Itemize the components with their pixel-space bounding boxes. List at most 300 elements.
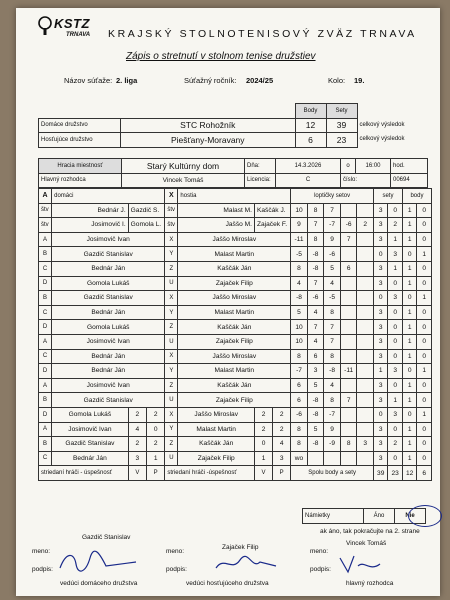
set-score [340, 305, 357, 320]
result-cell: 1 [402, 334, 416, 349]
venue-label: Hracia miestnosť [39, 159, 122, 174]
set-score: 9 [324, 422, 341, 437]
result-cell: 0 [388, 334, 402, 349]
home-player: Bednár Ján [52, 364, 165, 379]
away-lost: 4 [273, 437, 291, 452]
result-cell: 1 [402, 320, 416, 335]
col-a: A [39, 189, 52, 204]
away-letter: U [165, 451, 178, 466]
result-cell: 3 [373, 276, 387, 291]
set-score: 8 [307, 232, 324, 247]
away-lost: 2 [273, 422, 291, 437]
result-cell: 0 [388, 203, 402, 218]
set-score: -6 [324, 247, 341, 262]
home-player: Josimovič Ivan [52, 378, 165, 393]
home-player-2: Gomola L. [128, 218, 165, 233]
home-player: Bednár Ján [52, 261, 165, 276]
set-score: 8 [291, 422, 308, 437]
result-cell: 3 [388, 407, 402, 422]
set-score [357, 320, 374, 335]
set-score [340, 291, 357, 306]
set-score: 4 [291, 276, 308, 291]
nie-circle-mark [408, 505, 442, 527]
kstz-logo [36, 12, 106, 44]
away-player: Malast Martin [178, 305, 291, 320]
set-score: wo [291, 451, 308, 466]
referee-role: hlavný rozhodca [346, 580, 394, 587]
set-score: -6 [340, 218, 357, 233]
p-left: P [146, 466, 164, 481]
result-cell: 0 [388, 349, 402, 364]
home-letter: B [39, 393, 52, 408]
venue: Starý Kultúrny dom [122, 159, 245, 174]
set-score: 7 [307, 276, 324, 291]
round-value: 19. [354, 76, 365, 85]
result-cell: 0 [417, 218, 432, 233]
result-cell: 1 [402, 276, 416, 291]
away-player: Jaššo Miroslav [178, 407, 255, 422]
set-score [324, 451, 341, 466]
set-score: 6 [291, 393, 308, 408]
singles-row [39, 364, 432, 379]
away-letter: Y [165, 247, 178, 262]
result-cell: 3 [373, 203, 387, 218]
away-player: Kaščák Ján [178, 261, 291, 276]
hod-label: hod. [391, 159, 428, 174]
season-value: 2024/25 [246, 76, 274, 85]
cislo-label: číslo: [341, 173, 391, 188]
away-player: Zajaček Filip [178, 276, 291, 291]
home-won: 3 [128, 451, 146, 466]
o-label: o [341, 159, 356, 174]
set-score [357, 203, 374, 218]
result-cell: 1 [402, 422, 416, 437]
set-score: 7 [307, 320, 324, 335]
set-score: 3 [357, 437, 374, 452]
away-won: 1 [254, 451, 272, 466]
set-score: 8 [324, 349, 341, 364]
away-player: Malast Martin [178, 422, 255, 437]
result-cell: 1 [388, 393, 402, 408]
striedani-right: striedaní hráči -úspešnosť [165, 466, 255, 481]
set-score: 5 [307, 422, 324, 437]
home-letter: A [39, 378, 52, 393]
result-cell: 0 [417, 378, 432, 393]
result-cell: 1 [402, 393, 416, 408]
away-player: Malast Martin [178, 364, 291, 379]
set-score [357, 276, 374, 291]
col-hostia: hostia [178, 189, 291, 204]
away-player-1: Malast M. [178, 203, 255, 218]
logo-sub: TRNAVA [66, 32, 91, 38]
col-x: X [165, 189, 178, 204]
away-letter: X [165, 291, 178, 306]
col-sets: loptičky setov [291, 189, 374, 204]
side-label: štv [39, 203, 52, 218]
league-value: 2. liga [116, 76, 138, 85]
result-cell: 0 [402, 407, 416, 422]
summary-row [39, 437, 432, 452]
away-player: Jaššo Miroslav [178, 291, 291, 306]
set-score: 10 [291, 320, 308, 335]
result-cell: 1 [373, 364, 387, 379]
referee-signature [336, 552, 386, 576]
singles-row [39, 305, 432, 320]
home-letter: D [39, 320, 52, 335]
home-lost: 1 [146, 451, 164, 466]
away-player-1: Jaššo M. [178, 218, 255, 233]
away-player: Malast Martin [178, 247, 291, 262]
set-score: 7 [324, 334, 341, 349]
home-won: 4 [128, 422, 146, 437]
page-subtitle: Zápis o stretnutí v stolnom tenise družstiev [126, 51, 316, 62]
result-cell: 0 [417, 393, 432, 408]
home-team-label: Domáce družstvo [39, 118, 121, 133]
total-sets-home: 39 [373, 466, 387, 481]
away-letter: Y [165, 364, 178, 379]
set-score: 7 [307, 218, 324, 233]
away-won: 0 [254, 437, 272, 452]
set-score: 5 [291, 305, 308, 320]
away-player-2: Kaščák J. [254, 203, 290, 218]
away-letter: Z [165, 320, 178, 335]
set-score [307, 451, 324, 466]
season-label: Súťažný ročník: [184, 76, 237, 85]
away-player: Zajaček Filip [178, 334, 291, 349]
set-score: 8 [307, 203, 324, 218]
result-cell: 1 [402, 437, 416, 452]
set-score: -6 [291, 407, 308, 422]
set-score: 7 [340, 232, 357, 247]
home-player: Bednár Ján [52, 451, 129, 466]
away-captain-role: vedúci hosťujúceho družstva [186, 580, 269, 587]
meno-label-3: meno: [310, 548, 329, 555]
home-player: Gazdič Stanislav [52, 393, 165, 408]
podpis-label-2: podpis: [166, 566, 187, 573]
referee: Vincek Tomáš [122, 173, 245, 188]
league-label: Názov súťaže: [64, 76, 113, 85]
result-cell: 0 [417, 437, 432, 452]
home-letter: D [39, 407, 52, 422]
set-score: -9 [324, 437, 341, 452]
result-cell: 0 [373, 247, 387, 262]
home-letter: B [39, 247, 52, 262]
result-cell: 1 [417, 247, 432, 262]
singles-row [39, 291, 432, 306]
set-score: 8 [291, 437, 308, 452]
home-player: Gomola Lukáš [52, 407, 129, 422]
result-cell: 3 [373, 305, 387, 320]
set-score: -5 [291, 247, 308, 262]
set-score: 5 [307, 378, 324, 393]
away-team: Piešťany-Moravany [121, 133, 296, 148]
set-score: 8 [324, 393, 341, 408]
home-player-1: Bednár J. [52, 203, 129, 218]
set-score [340, 407, 357, 422]
home-lost: 2 [146, 407, 164, 422]
singles-row [39, 247, 432, 262]
set-score: -5 [324, 291, 341, 306]
result-cell: 3 [373, 232, 387, 247]
logo-text: KSTZ [54, 16, 90, 31]
home-player-1: Josimovič I. [52, 218, 129, 233]
set-score: 9 [324, 232, 341, 247]
meno-label-1: meno: [32, 548, 51, 555]
away-letter: U [165, 334, 178, 349]
venue-table [38, 158, 428, 188]
set-score [357, 422, 374, 437]
home-player: Bednár Ján [52, 305, 165, 320]
home-letter: A [39, 232, 52, 247]
set-score [340, 378, 357, 393]
set-score: 2 [357, 218, 374, 233]
set-score [357, 305, 374, 320]
home-letter: C [39, 349, 52, 364]
singles-row [39, 261, 432, 276]
result-cell: 3 [373, 393, 387, 408]
home-letter: C [39, 261, 52, 276]
set-score: 8 [324, 305, 341, 320]
home-letter: C [39, 451, 52, 466]
result-cell: 3 [373, 261, 387, 276]
home-lost: 2 [146, 437, 164, 452]
set-score: 8 [291, 349, 308, 364]
result-cell: 3 [373, 378, 387, 393]
summary-row [39, 407, 432, 422]
result-cell: 0 [417, 422, 432, 437]
set-score: 10 [291, 203, 308, 218]
page-title: KRAJSKÝ STOLNOTENISOVÝ ZVÄZ TRNAVA [108, 28, 417, 40]
home-sets: 39 [326, 118, 357, 133]
home-lost: 0 [146, 422, 164, 437]
set-score: 8 [291, 261, 308, 276]
set-score: -8 [324, 364, 341, 379]
result-cell: 1 [402, 232, 416, 247]
result-label: celkový výsledok [359, 121, 405, 128]
set-score: 4 [324, 378, 341, 393]
result-cell: 0 [417, 349, 432, 364]
set-score [340, 334, 357, 349]
doubles-row [39, 218, 432, 233]
home-captain-name: Gazdič Stanislav [82, 534, 131, 541]
set-score: -8 [291, 291, 308, 306]
away-signature [212, 550, 282, 576]
home-player: Bednár Ján [52, 349, 165, 364]
objections-no[interactable]: Nie [395, 509, 426, 524]
result-cell: 0 [373, 407, 387, 422]
set-score: -8 [307, 437, 324, 452]
v-left: V [128, 466, 146, 481]
result-cell: 1 [402, 261, 416, 276]
home-player: Josimovič Ivan [52, 334, 165, 349]
result-cell: 0 [388, 320, 402, 335]
away-lost: 3 [273, 451, 291, 466]
home-letter: D [39, 276, 52, 291]
license-label: Licencia: [245, 173, 276, 188]
set-score: 6 [307, 349, 324, 364]
singles-row [39, 276, 432, 291]
home-player: Gazdič Stanislav [52, 291, 165, 306]
set-score: 7 [324, 203, 341, 218]
set-score [340, 247, 357, 262]
away-won: 2 [254, 422, 272, 437]
home-player: Josimovič Ivan [52, 422, 129, 437]
total-points-home: 12 [402, 466, 416, 481]
result-cell: 3 [373, 437, 387, 452]
away-letter: X [165, 349, 178, 364]
set-score: -8 [307, 407, 324, 422]
result-cell: 3 [388, 247, 402, 262]
away-player: Kaščák Ján [178, 378, 291, 393]
set-score: 8 [340, 437, 357, 452]
doubles-row [39, 203, 432, 218]
home-player: Gomola Lukáš [52, 320, 165, 335]
home-letter: B [39, 291, 52, 306]
set-score [357, 334, 374, 349]
set-score: 4 [307, 305, 324, 320]
result-cell: 1 [417, 407, 432, 422]
home-points: 12 [295, 118, 326, 133]
side-label: štv [39, 218, 52, 233]
away-player: Kaščák Ján [178, 437, 255, 452]
result-cell: 0 [388, 276, 402, 291]
score-sheet [16, 8, 440, 596]
set-score: -8 [307, 393, 324, 408]
set-score: 6 [291, 378, 308, 393]
result-cell: 1 [402, 378, 416, 393]
date: 14.3.2026 [276, 159, 341, 174]
away-letter: U [165, 276, 178, 291]
home-signature [56, 548, 146, 576]
referee-name: Vincek Tomáš [346, 540, 387, 547]
away-player: Zajaček Filip [178, 393, 291, 408]
col-body: body [402, 189, 431, 204]
set-score: -11 [340, 364, 357, 379]
result-cell: 3 [373, 320, 387, 335]
result-cell: 0 [388, 378, 402, 393]
license: C [276, 173, 341, 188]
set-score [340, 276, 357, 291]
result-cell: 0 [417, 320, 432, 335]
away-letter: Z [165, 437, 178, 452]
away-player: Jaššo Miroslav [178, 349, 291, 364]
set-score [340, 349, 357, 364]
away-player: Jaššo Miroslav [178, 232, 291, 247]
result-cell: 3 [388, 291, 402, 306]
away-letter: X [165, 232, 178, 247]
result-cell: 0 [402, 364, 416, 379]
result-cell: 0 [388, 305, 402, 320]
set-score: -7 [324, 218, 341, 233]
objections-label: Námietky [303, 509, 364, 524]
set-score: -8 [307, 247, 324, 262]
result-cell: 1 [417, 291, 432, 306]
set-score [340, 320, 357, 335]
set-score [340, 203, 357, 218]
result-cell: 0 [417, 203, 432, 218]
singles-row [39, 349, 432, 364]
date-label: Dňa: [245, 159, 276, 174]
set-score [357, 364, 374, 379]
away-player-2: Zajaček F. [254, 218, 290, 233]
round-label: Kolo: [328, 76, 346, 85]
result-cell: 3 [373, 349, 387, 364]
set-score: 5 [324, 261, 341, 276]
summary-row [39, 451, 432, 466]
result-cell: 3 [373, 422, 387, 437]
total-points-away: 6 [417, 466, 432, 481]
home-team: STC Rohožník [121, 118, 296, 133]
set-score: -8 [307, 261, 324, 276]
set-score [340, 422, 357, 437]
result-cell: 0 [417, 305, 432, 320]
home-player-2: Gazdič S. [128, 203, 165, 218]
away-player: Kaščák Ján [178, 320, 291, 335]
away-player: Zajaček Filip [178, 451, 255, 466]
result-cell: 0 [417, 232, 432, 247]
result-cell: 0 [417, 276, 432, 291]
set-score: 7 [340, 393, 357, 408]
set-score [357, 247, 374, 262]
result-cell: 0 [402, 291, 416, 306]
home-letter: A [39, 334, 52, 349]
set-score [357, 451, 374, 466]
result-cell: 3 [388, 364, 402, 379]
result-cell: 1 [388, 232, 402, 247]
home-captain-role: vedúci domáceho družstva [60, 580, 138, 587]
away-won: 2 [254, 407, 272, 422]
objections-yes[interactable]: Áno [364, 509, 395, 524]
away-letter: Z [165, 261, 178, 276]
away-letter: Z [165, 378, 178, 393]
result-cell: 3 [373, 451, 387, 466]
set-score [357, 291, 374, 306]
summary-row [39, 422, 432, 437]
side-label: štv [165, 203, 178, 218]
home-letter: C [39, 305, 52, 320]
singles-row [39, 334, 432, 349]
set-score: -6 [307, 291, 324, 306]
home-won: 2 [128, 437, 146, 452]
result-cell: 1 [402, 305, 416, 320]
home-won: 2 [128, 407, 146, 422]
home-letter: D [39, 364, 52, 379]
home-player: Josimovič Ivan [52, 232, 165, 247]
podpis-label-3: podpis: [310, 566, 331, 573]
col-domaci: domáci [52, 189, 165, 204]
set-score: 4 [324, 276, 341, 291]
info-table [38, 103, 428, 148]
away-points: 6 [295, 133, 326, 148]
home-letter: B [39, 437, 52, 452]
set-score [340, 451, 357, 466]
home-player: Gazdič Stanislav [52, 437, 129, 452]
col-sety: sety [373, 189, 402, 204]
v-right: V [254, 466, 272, 481]
total-sets-away: 23 [388, 466, 402, 481]
continue-note: ak áno, tak pokračujte na 2. strane [320, 528, 420, 535]
result-cell: 1 [402, 218, 416, 233]
home-player: Gazdič Stanislav [52, 247, 165, 262]
result-cell: 0 [417, 334, 432, 349]
set-score: -7 [324, 407, 341, 422]
away-team-label: Hosťujúce družstvo [39, 133, 121, 148]
away-lost: 2 [273, 407, 291, 422]
result-cell: 1 [417, 364, 432, 379]
podpis-label-1: podpis: [32, 566, 53, 573]
set-score: 4 [307, 334, 324, 349]
set-score: -7 [291, 364, 308, 379]
